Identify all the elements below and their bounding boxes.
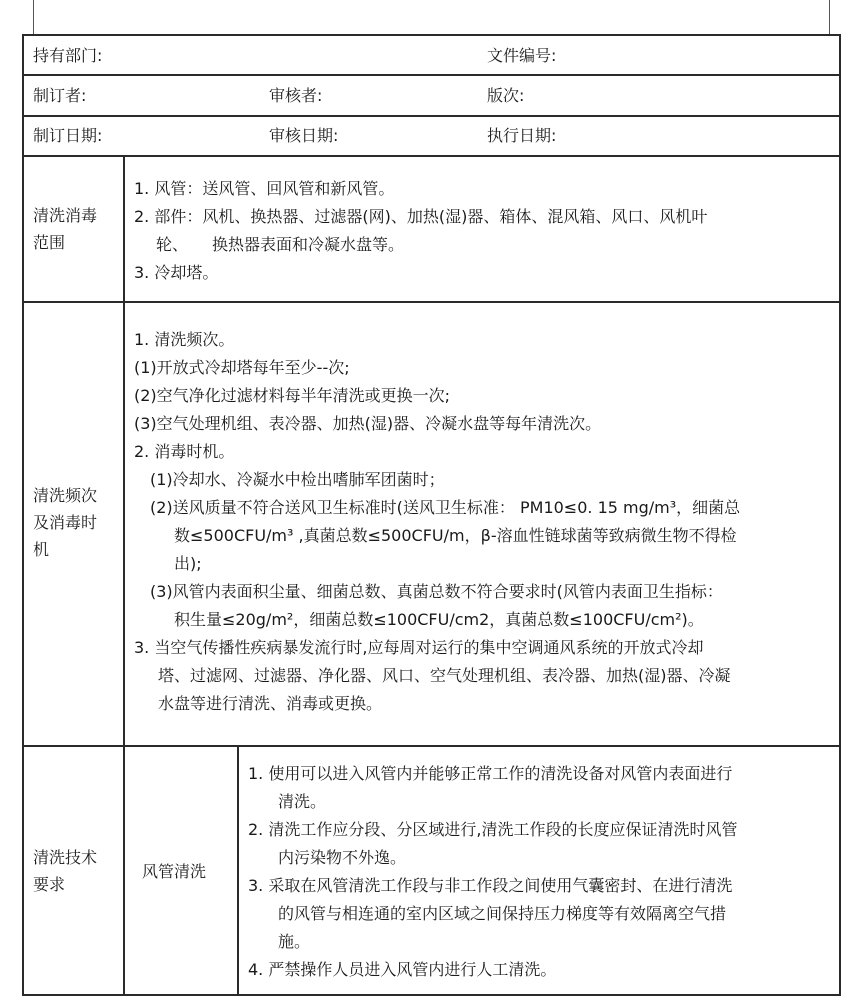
scope-label-line: 范围: [33, 233, 66, 252]
frequency-item: 数≤500CFU/m³ ,真菌总数≤500CFU/m，β-溶血性链球菌等致病微生物不得检: [174, 526, 737, 545]
review-date-label: 审核日期:: [269, 126, 339, 145]
frequency-item: (3)空气处理机组、表冷器、加热(湿)器、冷凝水盘等每年清洗次。: [134, 414, 602, 433]
technical-item: 2. 清洗工作应分段、分区域进行,清洗工作段的长度应保证清洗时风管: [248, 820, 738, 839]
frequency-label: [33, 482, 97, 563]
technical-item: 的风管与相连通的室内区域之间保持压力梯度等有效隔离空气措: [278, 904, 727, 923]
frequency-item: 出);: [174, 554, 202, 573]
frequency-item: (2)送风质量不符合送风卫生标准时(送风卫生标准： PM10≤0. 15 mg/m³，细菌总: [150, 498, 741, 517]
technical-label: [33, 844, 97, 898]
technical-item: 4. 严禁操作人员进入风管内进行人工清洗。: [248, 960, 557, 979]
scope-item: 1. 风管：送风管、回风管和新风管。: [134, 179, 395, 198]
row-divider: [24, 115, 839, 117]
frequency-label-line: 机: [33, 540, 50, 559]
frequency-content: [134, 326, 740, 718]
made-date-label: 制订日期:: [33, 126, 103, 145]
frequency-item: 水盘等进行清洗、消毒或更换。: [158, 694, 383, 713]
column-divider: [237, 745, 239, 994]
technical-content: [248, 760, 737, 984]
scope-label: [33, 202, 97, 256]
page-edge-right: [829, 0, 830, 34]
frequency-label-line: 清洗频次: [33, 486, 98, 505]
technical-item: 3. 采取在风管清洗工作段与非工作段之间使用气囊密封、在进行清洗: [248, 876, 733, 895]
scope-content: [134, 175, 707, 287]
row-divider: [24, 74, 839, 76]
document-number-label: 文件编号:: [487, 46, 557, 65]
scope-item: 2. 部件：风机、换热器、过滤器(网)、加热(湿)器、箱体、混风箱、风口、风机叶: [134, 207, 708, 226]
frequency-item: 塔、过滤网、过滤器、净化器、风口、空气处理机组、表冷器、加热(湿)器、冷凝: [158, 666, 731, 685]
scope-item: 3. 冷却塔。: [134, 263, 219, 282]
scope-label-line: 清洗消毒: [33, 206, 98, 225]
duct-cleaning-label: 风管清洗: [142, 862, 207, 881]
row-divider: [24, 301, 839, 303]
row-divider: [24, 155, 839, 157]
holding-department-label: 持有部门:: [33, 46, 103, 65]
reviewer-label: 审核者:: [269, 86, 323, 105]
frequency-item: 3. 当空气传播性疾病暴发流行时,应每周对运行的集中空调通风系统的开放式冷却: [134, 638, 704, 657]
frequency-item: 2. 消毒时机。: [134, 442, 235, 461]
technical-item: 施。: [278, 932, 311, 951]
technical-item: 内污染物不外逸。: [278, 848, 407, 867]
frequency-item: (3)风管内表面积尘量、细菌总数、真菌总数不符合要求时(风管内表面卫生指标：: [150, 582, 723, 601]
frequency-label-line: 及消毒时: [33, 513, 98, 532]
frequency-item: (1)开放式冷却塔每年至少--次;: [134, 358, 350, 377]
execution-date-label: 执行日期:: [487, 126, 557, 145]
technical-item: 1. 使用可以进入风管内并能够正常工作的清洗设备对风管内表面进行: [248, 764, 733, 783]
procedure-form-table: [22, 34, 841, 996]
page-edge-left: [33, 0, 34, 34]
technical-label-line: 要求: [33, 875, 66, 894]
frequency-item: 积生量≤20g/m²，细菌总数≤100CFU/cm2，真菌总数≤100CFU/cm²)。: [174, 610, 704, 629]
column-divider: [123, 155, 125, 994]
technical-label-line: 清洗技术: [33, 848, 98, 867]
frequency-item: 1. 清洗频次。: [134, 330, 235, 349]
technical-item: 清洗。: [278, 792, 327, 811]
author-label: 制订者:: [33, 86, 87, 105]
row-divider: [24, 745, 839, 747]
frequency-item: (1)冷却水、冷凝水中检出嗜肺军团菌时；: [150, 470, 445, 489]
frequency-item: (2)空气净化过滤材料每半年清洗或更换一次;: [134, 386, 451, 405]
scope-item: 轮、 换热器表面和冷凝水盘等。: [156, 235, 405, 254]
version-label: 版次:: [487, 86, 525, 105]
